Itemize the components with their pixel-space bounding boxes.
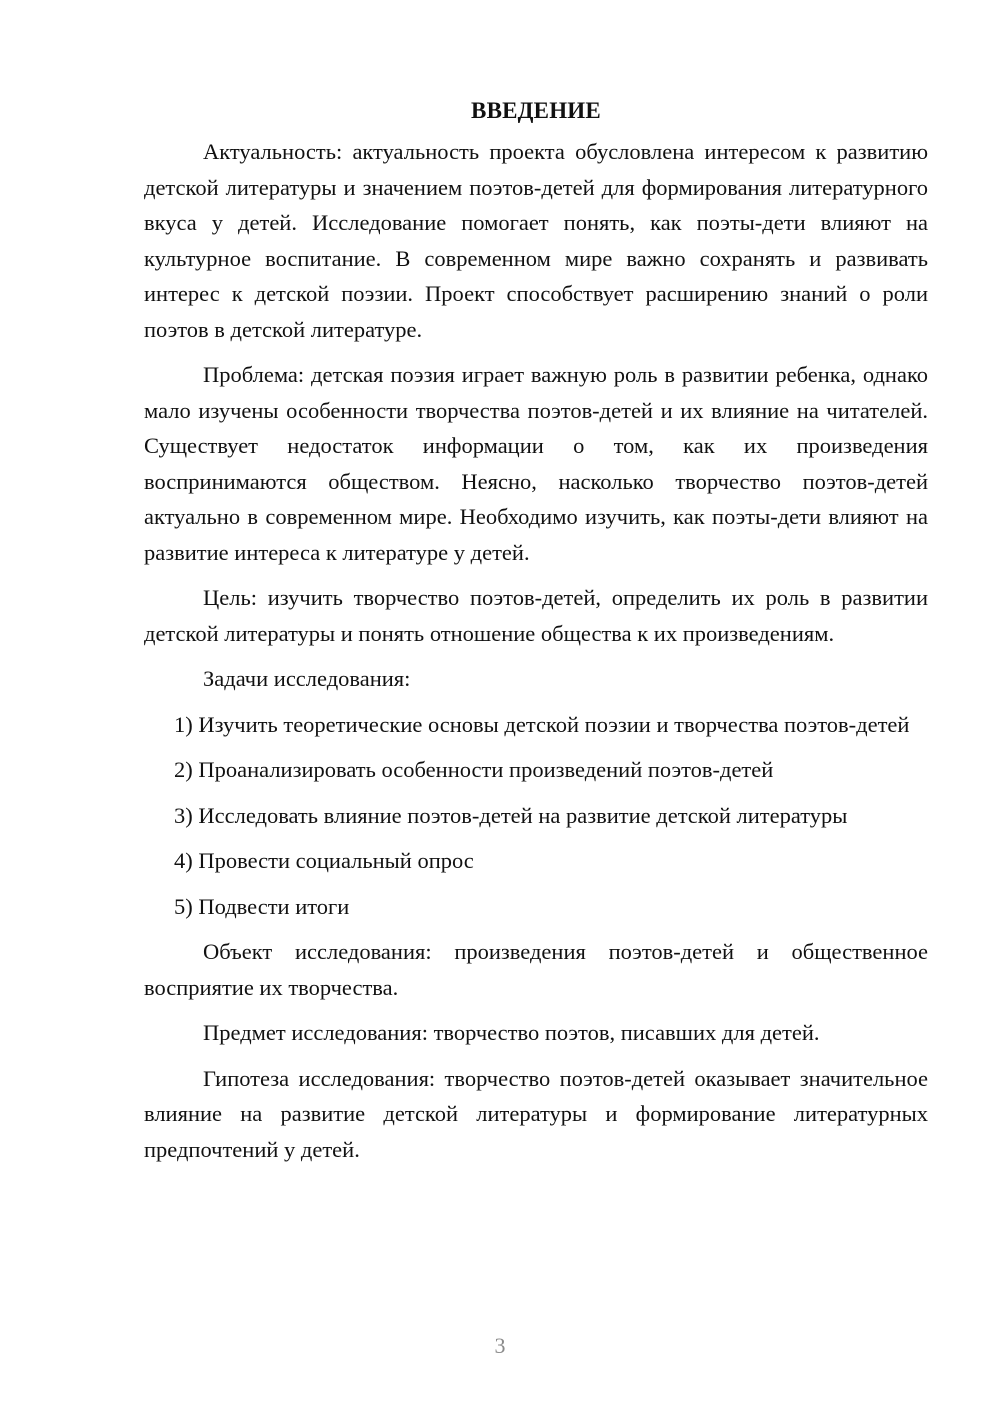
- task-item-1: 1) Изучить теоретические основы детской поэзии и творчества поэтов-детей: [174, 711, 910, 737]
- hypothesis-paragraph: Гипотеза исследования: творчество поэтов-детей оказывает значительное влияние на развитие детской литературы и формирование литературных предпочтений у детей.: [144, 1065, 928, 1162]
- task-item-5: 5) Подвести итоги: [174, 893, 350, 919]
- page-content: [144, 90, 928, 1177]
- tasks-list: [144, 707, 928, 925]
- page-number: 3: [494, 1333, 506, 1358]
- tasks-intro: Задачи исследования:: [203, 666, 411, 691]
- task-item-3: 3) Исследовать влияние поэтов-детей на развитие детской литературы: [174, 802, 848, 828]
- goal-paragraph: Цель: изучить творчество поэтов-детей, определить их роль в развитии детской литературы и понять отношение общества к их произведениям.: [144, 585, 928, 646]
- subject-paragraph: Предмет исследования: творчество поэтов, писавших для детей.: [203, 1020, 820, 1045]
- section-heading: ВВЕДЕНИЕ: [471, 98, 601, 123]
- problem-paragraph: Проблема: детская поэзия играет важную роль в развитии ребенка, однако мало изучены особенности творчества поэтов-детей и их влияние на читателей. Существует недостаток информации о том, как их произведения воспринимаются обществом. Неясно, насколько творчество поэтов-детей актуально в современном мире. Необходимо изучить, как поэты-дети влияют на развитие интереса к литературе у детей.: [144, 362, 928, 565]
- relevance-paragraph: Актуальность: актуальность проекта обусловлена интересом к развитию детской литературы и значением поэтов-детей для формирования литературного вкуса у детей. Исследование помогает понять, как поэты-дети влияют на культурное воспитание. В современном мире важно сохранять и развивать интерес к детской поэзии. Проект способствует расширению знаний о роли поэтов в детской литературе.: [144, 139, 928, 342]
- task-item-2: 2) Проанализировать особенности произведений поэтов-детей: [174, 757, 774, 782]
- object-paragraph: Объект исследования: произведения поэтов-детей и общественное восприятие их творчества.: [144, 939, 928, 1000]
- task-item-4: 4) Провести социальный опрос: [174, 848, 474, 873]
